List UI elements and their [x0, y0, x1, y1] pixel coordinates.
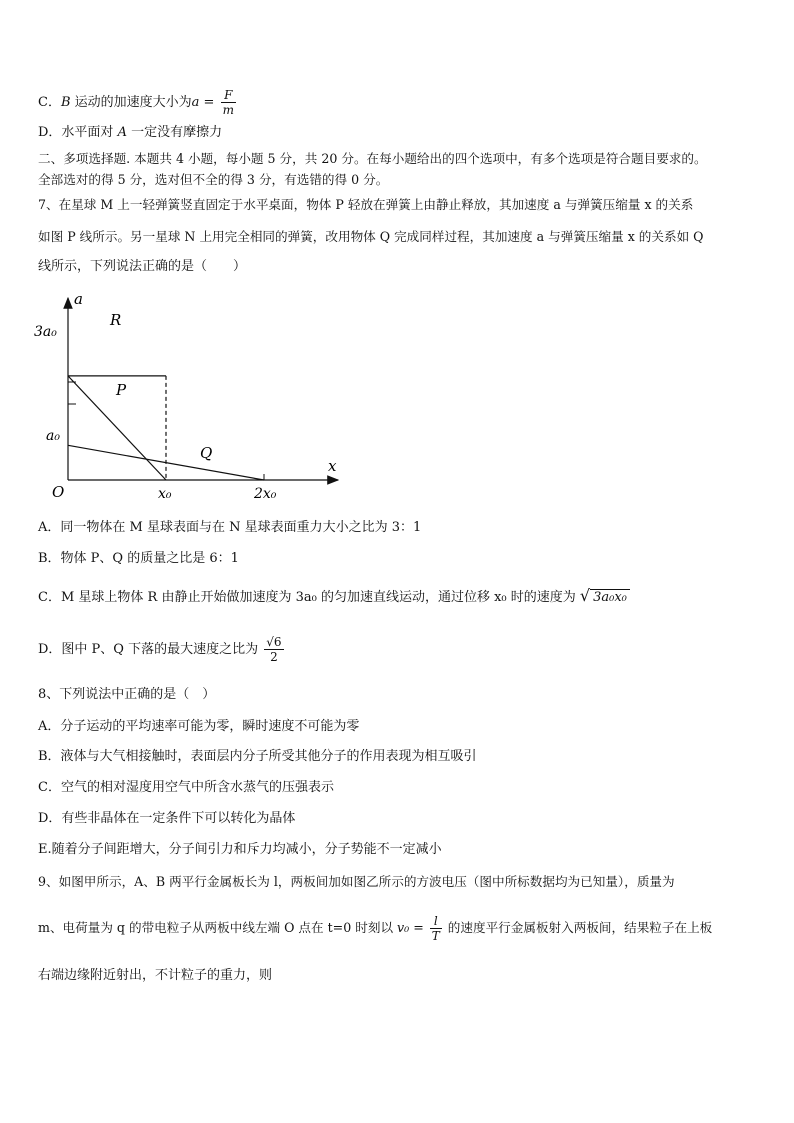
q9-stem-line3: 右端边缘附近射出，不计粒子的重力，则 — [38, 968, 273, 983]
fraction-l-over-T: $\frac{l}{T}$ — [431, 914, 440, 943]
q9-stem-line2: m、电荷量为 q 的带电粒子从两板中线左端 O 点在 t=0 时刻以 v₀ = $\frac{l}{T}$ 的速度平行金属板射入两板间，结果粒子在上板 — [38, 914, 713, 943]
sqrt-sign: √ — [579, 586, 591, 605]
series-label-R: R — [110, 311, 122, 329]
section-heading-line1: 二、多项选择题. 本题共 4 小题，每小题 5 分，共 20 分。在每小题给出的四个选项中，有多个选项是符合题目要求的。 — [38, 151, 707, 166]
q7-stem-line2: 如图 P 线所示。另一星球 N 上用完全相同的弹簧，改用物体 Q 完成同样过程，其加速度 a 与弹簧压缩量 x 的关系如 Q — [38, 229, 704, 244]
option-c-q6: C．B 运动的加速度大小为a = $\frac{F}{m}$ — [38, 88, 234, 117]
fraction-f-over-m: $\frac{F}{m}$ — [222, 88, 234, 117]
x-axis-label: x — [328, 457, 337, 475]
section-heading-line2: 全部选对的得 5 分，选对但不全的得 3 分，有选错的得 0 分。 — [38, 172, 389, 187]
q7-option-b: B．物体 P、Q 的质量之比是 6：1 — [38, 551, 239, 566]
q8-stem: 8、下列说法中正确的是（ ） — [38, 687, 216, 702]
q9-stem-line1: 9、如图甲所示，A、B 两平行金属板长为 l，两板间加如图乙所示的方波电压（图中所标数据均为已知量），质量为 — [38, 874, 675, 889]
a-x-graph — [30, 290, 350, 505]
q7-stem-line1: 7、在星球 M 上一轻弹簧竖直固定于水平桌面，物体 P 轻放在弹簧上由静止释放，其加速度 a 与弹簧压缩量 x 的关系 — [38, 197, 694, 212]
q8-option-a: A．分子运动的平均速率可能为零，瞬时速度不可能为零 — [38, 719, 360, 734]
option-d-q6: D．水平面对 A 一定没有摩擦力 — [38, 125, 223, 140]
origin-label: O — [52, 483, 65, 501]
x-tick-2x0-label: 2x₀ — [254, 486, 277, 502]
fraction-sqrt6-over-2: $\frac{√6}{2}$ — [266, 635, 282, 664]
y-tick-a0: a₀ — [46, 428, 60, 444]
series-label-P: P — [116, 381, 127, 399]
q7-option-d: D．图中 P、Q 下落的最大速度之比为 $\frac{√6}{2}$ — [38, 635, 282, 664]
q8-option-d: D．有些非晶体在一定条件下可以转化为晶体 — [38, 811, 296, 826]
x-tick-x0: x₀ — [158, 486, 172, 502]
sqrt-radicand: 3a₀x₀ — [590, 589, 630, 606]
q7-option-c: C．M 星球上物体 R 由静止开始做加速度为 3a₀ 的匀加速直线运动，通过位移 x₀ 时的速度为 √ 3a₀x₀ — [38, 587, 630, 607]
q8-option-b: B．液体与大气相接触时，表面层内分子所受其他分子的作用表现为相互吸引 — [38, 749, 477, 764]
q7-stem-line3: 线所示，下列说法正确的是（ ） — [38, 259, 247, 274]
y-tick-3a0: 3a₀ — [34, 324, 57, 340]
q7-option-a: A．同一物体在 M 星球表面与在 N 星球表面重力大小之比为 3：1 — [38, 520, 422, 535]
q8-option-e: E.随着分子间距增大，分子间引力和斥力均减小，分子势能不一定减小 — [38, 842, 442, 857]
series-label-Q: Q — [200, 444, 213, 462]
y-axis-label: a — [74, 290, 83, 308]
q8-option-c: C．空气的相对湿度用空气中所含水蒸气的压强表示 — [38, 780, 334, 795]
